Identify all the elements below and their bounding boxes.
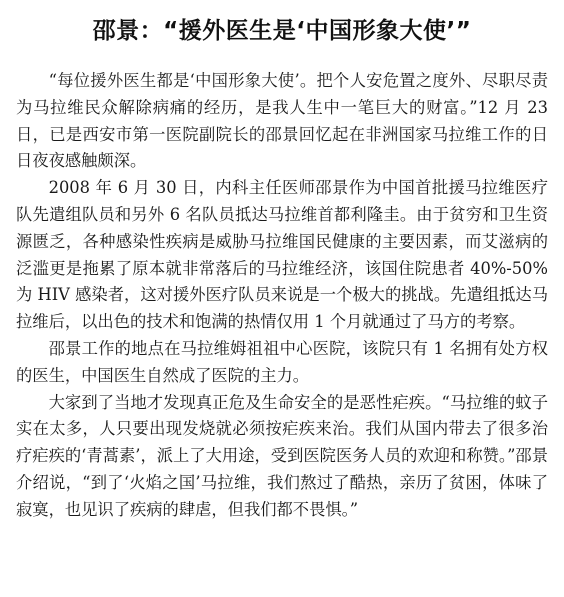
article-paragraph: “每位援外医生都是‘中国形象大使’。把个人安危置之度外、尽职尽责为马拉维民众解除病痛的经历，是我人生中一笔巨大的财富。”12 月 23 日，已是西安市第一医院副院长的邵景回忆起在非洲国家马拉维工作的日日夜夜感触颇深。 — [16, 71, 548, 171]
article-paragraph: 邵景工作的地点在马拉维姆祖祖中心医院，该院只有 1 名拥有处方权的医生，中国医生自然成了医院的主力。 — [16, 338, 548, 385]
article-body — [16, 68, 548, 524]
article-paragraph: 大家到了当地才发现真正危及生命安全的是恶性疟疾。“马拉维的蚊子实在太多，人只要出现发烧就必须按疟疾来治。我们从国内带去了很多治疗疟疾的‘青蒿素’，派上了大用途，受到医院医务人员的欢迎和称赞。”邵景介绍说，“到了‘火焰之国’马拉维，我们熬过了酷热，亲历了贫困，体味了寂寞，也见识了疾病的肆虐，但我们都不畏惧。” — [16, 392, 548, 519]
article-headline: 邵景：“援外医生是‘中国形象大使’” — [92, 18, 472, 44]
article-paragraph: 2008 年 6 月 30 日，内科主任医师邵景作为中国首批援马拉维医疗队先遣组队员和另外 6 名队员抵达马拉维首都利隆圭。由于贫穷和卫生资源匮乏，各种感染性疾病是威胁马拉维国民健康的主要因素，而艾滋病的泛滥更是拖累了原本就非常落后的马拉维经济，该国住院患者 40%-50%为 HIV 感染者，这对援外医疗队员来说是一个极大的挑战。先遣组抵达马拉维后，以出色的技术和饱满的热情仅用 1 个月就通过了马方的考察。 — [16, 178, 548, 332]
